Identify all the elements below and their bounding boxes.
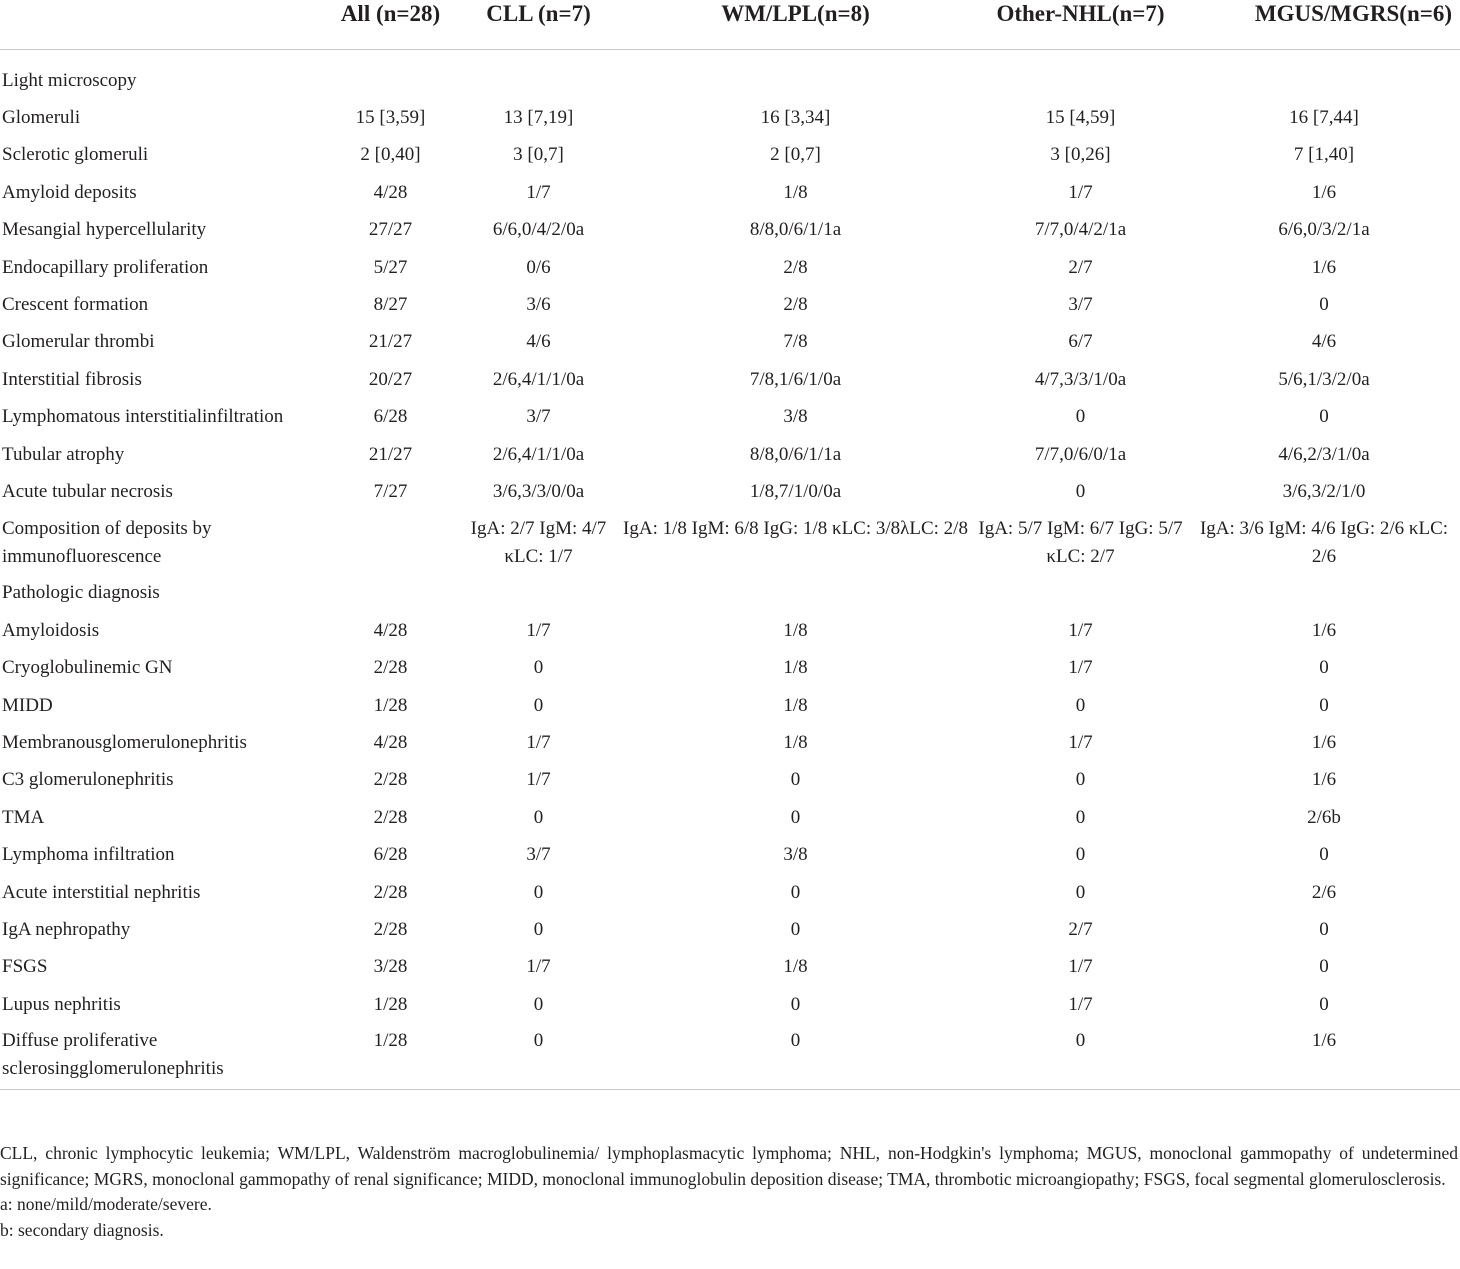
row-label: Cryoglobulinemic GN [2, 657, 173, 679]
table-cell: 3/8 [783, 406, 808, 428]
table-cell: 0 [1319, 694, 1329, 716]
table-cell: 0 [790, 918, 801, 940]
table-row [0, 762, 1460, 799]
table-cell: 0 [1075, 694, 1086, 716]
table-cell: 2/8 [783, 294, 808, 316]
table-row [0, 575, 1460, 612]
table-row [0, 399, 1460, 436]
row-label: Acute interstitial nephritis [2, 881, 201, 903]
row-label: Diffuse proliferative sclerosingglomerulonephritis [0, 1023, 322, 1090]
table-cell: 0 [533, 881, 544, 903]
table-cell: 0 [1319, 406, 1329, 428]
header-cell-cll: CLL (n=7) [459, 0, 618, 50]
table-cell: 2 [0,40] [360, 144, 421, 166]
header-cell-other-nhl: Other-NHL(n=7) [973, 0, 1188, 50]
table-cell: 0 [1075, 844, 1086, 866]
footnote-a: a: none/mild/moderate/severe. [0, 1194, 212, 1214]
table-cell: 1/6 [1311, 256, 1337, 278]
table-row [0, 724, 1460, 761]
table-cell: 1/7 [526, 956, 551, 978]
row-label: Tubular atrophy [2, 443, 125, 465]
table-row [0, 473, 1460, 510]
table-cell: 2 [0,7] [770, 144, 821, 166]
table-cell: 4/28 [373, 731, 408, 753]
table-cell: 0 [1319, 657, 1329, 679]
row-label: Mesangial hypercellularity [2, 219, 207, 241]
table-cell: 1/8 [783, 731, 808, 753]
table-cell: 0 [1075, 806, 1086, 828]
row-label: Acute tubular necrosis [2, 480, 173, 502]
table-cell: 1/28 [373, 993, 408, 1015]
table-cell: 4/6,2/3/1/0a [1278, 443, 1370, 465]
row-label: Pathologic diagnosis [2, 582, 160, 604]
table-cell: 13 [7,19] [503, 107, 574, 129]
table-cell: 0 [533, 918, 544, 940]
row-label: Light microscopy [2, 69, 137, 91]
table-cell: 2/28 [373, 918, 408, 940]
table-row [0, 436, 1460, 473]
footnote-abbreviations: CLL, chronic lymphocytic leukemia; WM/LPL, Waldenström macroglobulinemia/ lymphoplasmacytic lymphoma; NHL, non-Hodgkin's lymphoma; MGUS, monoclonal gammopathy of undetermined significance; MGRS, monoclonal gammopathy of renal significance; MIDD, monoclonal immunoglobulin deposition disease; TMA, thrombotic microangiopathy; FSGS, focal segmental glomerulosclerosis. [0, 1143, 1458, 1189]
table-cell: IgA: 3/6 IgM: 4/6 IgG: 2/6 κLC: 2/6 [1199, 517, 1449, 567]
row-label: Interstitial fibrosis [2, 368, 142, 390]
table-row [0, 799, 1460, 836]
row-label: Sclerotic glomeruli [2, 144, 149, 166]
table-footnotes [0, 1141, 1458, 1243]
table-cell: 2/28 [373, 769, 408, 791]
table-row [0, 949, 1460, 986]
table-cell [459, 50, 618, 100]
table-cell: 21/27 [368, 331, 413, 353]
row-label: Lupus nephritis [2, 993, 121, 1015]
table-cell [459, 575, 618, 612]
table-cell: 0 [618, 1023, 973, 1090]
table-cell: 3 [0,26] [1050, 144, 1111, 166]
table-cell: 8/8,0/6/1/1a [749, 443, 842, 465]
table-cell: 4/28 [373, 619, 408, 641]
table-cell [1188, 575, 1460, 612]
table-cell: 1/6 [1311, 181, 1337, 203]
table-cell: IgA: 2/7 IgM: 4/7 κLC: 1/7 [470, 517, 607, 567]
table-cell: 7/8,1/6/1/0a [749, 368, 842, 390]
table-row [0, 649, 1460, 686]
table-cell: 7/27 [373, 480, 408, 502]
row-label: Composition of deposits by immunofluorescence [2, 517, 212, 567]
table-row [0, 286, 1460, 323]
table-row [0, 687, 1460, 724]
table-cell: 3 [0,7] [513, 144, 564, 166]
header-row [0, 0, 1460, 50]
footnote-b: b: secondary diagnosis. [0, 1219, 164, 1240]
table-cell: 2/6,4/1/1/0a [492, 368, 585, 390]
table-cell: 20/27 [368, 368, 413, 390]
table-cell: 7 [1,40] [1293, 144, 1355, 166]
table-row [0, 361, 1460, 398]
table-cell: 2/7 [1068, 256, 1093, 278]
table-cell: 15 [3,59] [355, 107, 426, 129]
table-cell [618, 575, 973, 612]
table-cell: 0 [1319, 294, 1329, 316]
row-label: MIDD [2, 694, 53, 716]
row-label: Amyloid deposits [2, 181, 137, 203]
table-cell: 8/27 [373, 294, 408, 316]
table-cell: 2/7 [1068, 918, 1093, 940]
table-cell: 8/8,0/6/1/1a [749, 219, 842, 241]
table-cell: 2/6b [1307, 806, 1341, 828]
table-cell: 0 [1319, 956, 1329, 978]
table-row [0, 874, 1460, 911]
table-cell: 1/8 [783, 619, 808, 641]
row-label: Lymphoma infiltration [2, 844, 175, 866]
table-cell: 6/7 [1068, 331, 1093, 353]
table-cell [322, 50, 459, 100]
row-label: TMA [2, 806, 45, 828]
row-label: FSGS [2, 956, 48, 978]
table-cell: 1/8 [783, 657, 808, 679]
table-cell: 1/7 [1068, 956, 1093, 978]
table-cell: 1/7 [526, 619, 551, 641]
table-cell: 0 [1319, 993, 1329, 1015]
table-cell: 0 [1075, 769, 1086, 791]
row-label: Glomerular thrombi [2, 331, 155, 353]
table-cell: 15 [4,59] [1045, 107, 1116, 129]
table-cell: 6/28 [373, 406, 408, 428]
table-cell [1188, 50, 1460, 100]
table-cell: 3/8 [783, 844, 808, 866]
table-cell: 4/6 [526, 331, 551, 353]
row-label: Amyloidosis [2, 619, 100, 641]
table-cell: 4/7,3/3/1/0a [1034, 368, 1127, 390]
table-cell: 2/28 [373, 806, 408, 828]
table-row [0, 612, 1460, 649]
table-cell: 6/6,0/4/2/0a [492, 219, 585, 241]
table-cell: 1/6 [1311, 731, 1337, 753]
table-row [0, 212, 1460, 249]
table-cell: 4/28 [373, 181, 408, 203]
table-cell: 3/6,3/2/1/0 [1282, 480, 1366, 502]
table-cell: 0 [533, 993, 544, 1015]
row-label: C3 glomerulonephritis [2, 769, 174, 791]
table-row [0, 986, 1460, 1023]
table-cell: 1/7 [1068, 619, 1093, 641]
table-row [0, 99, 1460, 136]
table-row [0, 1023, 1460, 1090]
table-row [0, 174, 1460, 211]
table-cell: 2/8 [783, 256, 808, 278]
table-cell: 1/28 [373, 694, 408, 716]
table-cell: 0 [533, 657, 544, 679]
table-cell [973, 575, 1188, 612]
table-cell: 1/6 [1311, 769, 1337, 791]
table-cell: 0 [533, 806, 544, 828]
table-cell: 1/28 [322, 1023, 459, 1090]
table-cell [322, 511, 459, 575]
table-cell: 2/28 [373, 881, 408, 903]
table-cell: 1/7 [1068, 993, 1093, 1015]
table-row [0, 324, 1460, 361]
table-cell [322, 575, 459, 612]
table-cell: 0 [1075, 881, 1086, 903]
header-cell-blank [0, 0, 322, 50]
table-cell: 4/6 [1311, 331, 1337, 353]
row-label: Membranousglomerulonephritis [2, 731, 247, 753]
table-cell: 0 [1319, 844, 1329, 866]
table-body [0, 50, 1460, 1090]
row-label: IgA nephropathy [2, 918, 131, 940]
table-row [0, 911, 1460, 948]
table-cell: IgA: 5/7 IgM: 6/7 IgG: 5/7 κLC: 2/7 [978, 517, 1183, 567]
table-cell: 1/6 [1188, 1023, 1460, 1090]
table-cell: 1/6 [1311, 619, 1337, 641]
table-cell: 7/7,0/6/0/1a [1034, 443, 1127, 465]
table-row [0, 249, 1460, 286]
table-header [0, 0, 1460, 50]
table-cell: 0 [790, 993, 801, 1015]
table-cell: 1/7 [526, 769, 551, 791]
table-cell: 6/28 [373, 844, 408, 866]
table-cell: 0/6 [526, 256, 551, 278]
table-cell: 21/27 [368, 443, 413, 465]
table-cell: 1/8 [783, 956, 808, 978]
table-cell: 1/7 [526, 731, 551, 753]
table-cell: 0 [1319, 918, 1329, 940]
table-cell: 0 [1075, 406, 1086, 428]
table-cell: 2/6 [1311, 881, 1337, 903]
header-cell-mgus-mgrs: MGUS/MGRS(n=6) [1188, 0, 1460, 50]
table-cell: 6/6,0/3/2/1a [1278, 219, 1370, 241]
table-cell: 16 [3,34] [760, 107, 831, 129]
table-cell: 1/7 [1068, 657, 1093, 679]
table-cell: 2/28 [373, 657, 408, 679]
table-cell [618, 50, 973, 100]
table-row [0, 511, 1460, 575]
table-row [0, 836, 1460, 873]
table-cell: 5/27 [373, 256, 408, 278]
table-cell: 3/7 [526, 406, 551, 428]
table-cell [973, 50, 1188, 100]
table-cell: 0 [973, 1023, 1188, 1090]
table-cell: 0 [459, 1023, 618, 1090]
table-cell: 1/8 [783, 181, 808, 203]
table-cell: IgA: 1/8 IgM: 6/8 IgG: 1/8 κLC: 3/8λLC: 2/8 [623, 517, 968, 539]
table-cell: 2/6,4/1/1/0a [492, 443, 585, 465]
table-cell: 3/7 [526, 844, 551, 866]
table-cell: 27/27 [368, 219, 413, 241]
table-cell: 1/7 [1068, 731, 1093, 753]
table-cell: 7/7,0/4/2/1a [1034, 219, 1127, 241]
table-cell: 1/7 [526, 181, 551, 203]
table-cell: 5/6,1/3/2/0a [1278, 368, 1370, 390]
table-cell: 0 [1075, 480, 1086, 502]
row-label: Endocapillary proliferation [2, 256, 209, 278]
header-cell-wm-lpl: WM/LPL(n=8) [618, 0, 973, 50]
table-row [0, 137, 1460, 174]
row-label: Lymphomatous interstitialinfiltration [2, 406, 284, 428]
row-label: Glomeruli [2, 107, 81, 129]
table-cell: 0 [790, 881, 801, 903]
table-cell: 1/8,7/1/0/0a [749, 480, 842, 502]
table-cell: 1/8 [783, 694, 808, 716]
table-cell: 0 [790, 806, 801, 828]
table-cell: 16 [7,44] [1289, 107, 1359, 129]
table-cell: 3/6 [526, 294, 551, 316]
table-cell: 0 [533, 694, 544, 716]
table-row [0, 50, 1460, 100]
table-cell: 0 [790, 769, 801, 791]
table-cell: 3/7 [1068, 294, 1093, 316]
table-cell: 1/7 [1068, 181, 1093, 203]
table-cell: 7/8 [783, 331, 808, 353]
table-cell: 3/6,3/3/0/0a [492, 480, 585, 502]
header-cell-all: All (n=28) [322, 0, 459, 50]
row-label: Crescent formation [2, 294, 149, 316]
table-cell: 3/28 [373, 956, 408, 978]
